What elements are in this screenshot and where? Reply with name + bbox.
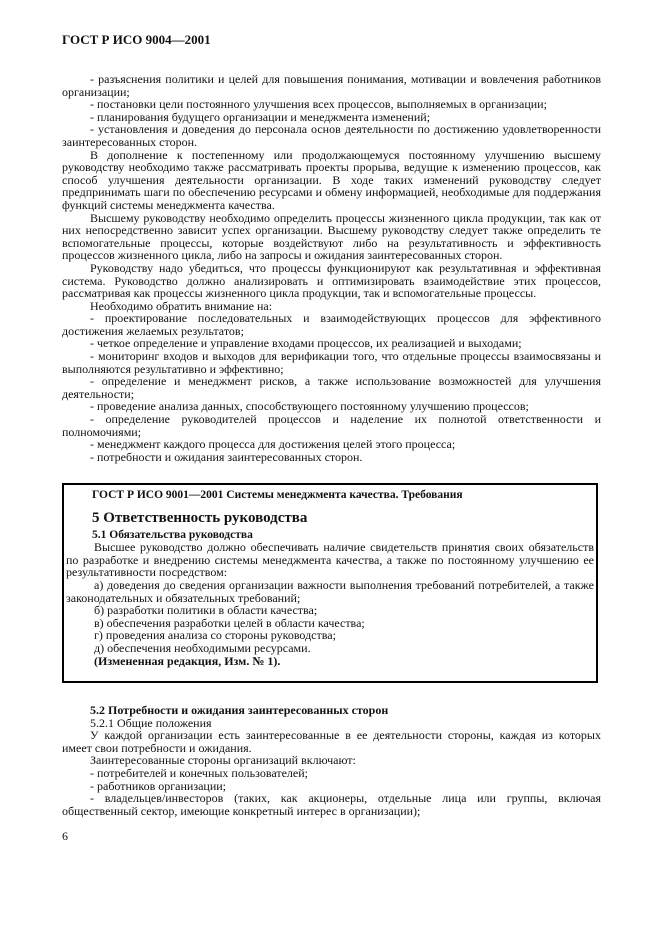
list-item: - определение руководителей процессов и наделение их полнотой ответственности и полномочиями;	[62, 412, 601, 439]
list-item: - проектирование последовательных и взаимодействующих процессов для эффективного достижения желаемых результатов;	[62, 311, 601, 338]
section-5-2	[62, 704, 601, 817]
paragraph: У каждой организации есть заинтересованные в ее деятельности стороны, каждая из которых имеет свои потребности и ожидания.	[62, 728, 601, 755]
list-item: г) проведения анализа со стороны руководства;	[94, 628, 336, 643]
subsection-heading: 5.2.1 Общие положения	[90, 715, 212, 730]
list-item: - менеджмент каждого процесса для достижения целей этого процесса;	[90, 437, 456, 452]
list-item: - постановки цели постоянного улучшения всех процессов, выполняемых в организации;	[90, 97, 547, 112]
list-item: б) разработки политики в области качества;	[94, 603, 318, 618]
paragraph: Руководству надо убедиться, что процессы функционируют как результативная и эффективная система. Руководство должно анализировать и оптимизировать взаимодействие этих процессов, рассматривая как процессы жизненного цикла продукции, так и вспомогательные процессы.	[62, 260, 601, 301]
list-item: д) обеспечения необходимыми ресурсами.	[94, 640, 311, 655]
list-item: - установления и доведения до персонала основ деятельности по достижению удовлетворенности заинтересованных сторон.	[62, 122, 601, 149]
list-item: - разъяснения политики и целей для повышения понимания, мотивации и вовлечения работников организации;	[62, 72, 601, 99]
section-heading: 5.2 Потребности и ожидания заинтересованных сторон	[90, 703, 389, 717]
paragraph: Необходимо обратить внимание на:	[90, 298, 273, 313]
box-title: ГОСТ Р ИСО 9001—2001 Системы менеджмента качества. Требования	[92, 489, 463, 501]
paragraph: В дополнение к постепенному или продолжающемуся постоянному улучшению высшему руководству необходимо также рассматривать проекты прорыва, ведущие к изменению процессов, как способ улучшения деятельности организации. В ходе таких изменений руководству следует предпринимать шаги по обеспечению ресурсами и обмену информацией, необходимые для поддержания функций системы менеджмента качества.	[62, 147, 601, 212]
paragraph: Высшее руководство должно обеспечивать наличие свидетельств принятия своих обязательств по разработке и внедрению системы менеджмента качества, а также по постоянному улучшению ее результативности посредством:	[66, 540, 594, 580]
paragraph: Заинтересованные стороны организаций включают:	[90, 753, 356, 768]
section-heading: 5 Ответственность руководства	[92, 509, 308, 526]
list-item: - потребности и ожидания заинтересованных сторон.	[90, 449, 363, 464]
list-item: а) доведения до сведения организации важности выполнения требований потребителей, а также законодательных и обязательных требований;	[66, 577, 594, 605]
list-item: - мониторинг входов и выходов для верификации того, что отдельные процессы взаимосвязаны и выполняются результативно и эффективно;	[62, 349, 601, 376]
document-header: ГОСТ Р ИСО 9004—2001	[62, 32, 211, 47]
list-item: - владельцев/инвесторов (таких, как акционеры, отдельные лица или группы, включая общественный сектор, имеющие конкретный интерес в организации);	[62, 791, 601, 818]
iso9001-quote-box	[62, 483, 598, 683]
list-item: в) обеспечения разработки целей в области качества;	[94, 615, 365, 630]
list-item: - определение и менеджмент рисков, а также использование возможностей для улучшения деятельности;	[62, 374, 601, 401]
paragraph: Высшему руководству необходимо определить процессы жизненного цикла продукции, так как от них непосредственно зависит успех организации. Высшему руководству следует также определить те вспомогательные процессы, которые воздействуют либо на результативность и эффективность процессов жизненного цикла, либо на запросы и ожидания заинтересованных сторон.	[62, 210, 601, 263]
list-item: - потребителей и конечных пользователей;	[90, 765, 308, 780]
subsection-heading: 5.1 Обязательства руководства	[92, 528, 253, 541]
list-item: - четкое определение и управление входами процессов, их реализацией и выходами;	[90, 336, 522, 351]
list-item: - проведение анализа данных, способствующего постоянному улучшению процессов;	[90, 399, 529, 414]
body-text-top	[62, 73, 601, 463]
amendment-note: (Измененная редакция, Изм. № 1).	[94, 653, 281, 668]
page-number: 6	[62, 829, 68, 843]
list-item: - работников организации;	[90, 778, 227, 793]
list-item: - планирования будущего организации и менеджмента изменений;	[90, 109, 431, 124]
